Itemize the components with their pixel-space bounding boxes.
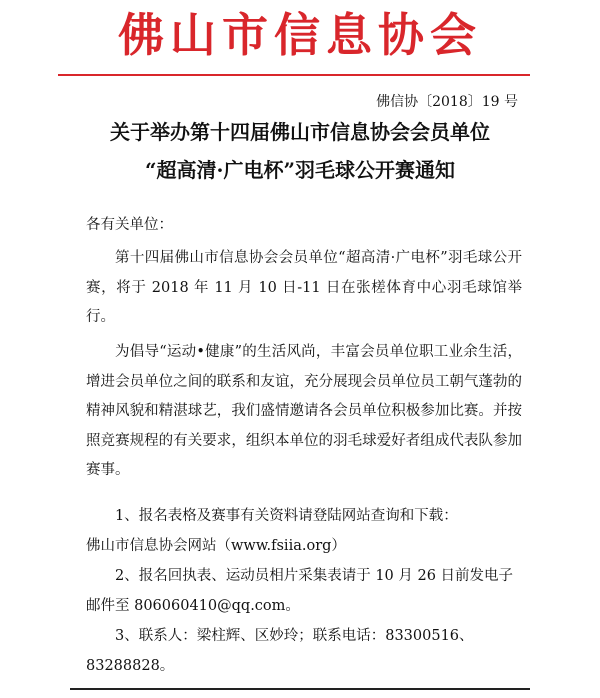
header-red-rule bbox=[58, 74, 530, 76]
item-contacts: 3、联系人：梁柱辉、区妙玲；联系电话：83300516、83288828。 bbox=[86, 628, 474, 674]
paragraph-event-info: 第十四届佛山市信息协会会员单位“超高清·广电杯”羽毛球公开赛，将于 2018 年 11 月 10 日-11 日在张槎体育中心羽毛球馆举行。 bbox=[86, 250, 522, 325]
organization-header: 佛山市信息协会 bbox=[118, 8, 482, 62]
item-website: 佛山市信息协会网站（www.fsiia.org） bbox=[86, 538, 346, 554]
item-email-submission: 2、报名回执表、运动员相片采集表请于 10 月 26 日前发电子邮件至 806060410@qq.com。 bbox=[86, 568, 514, 614]
notice-title-line-2: “超高清·广电杯”羽毛球公开赛通知 bbox=[145, 158, 455, 182]
document-number: 佛信协〔2018〕19 号 bbox=[376, 94, 518, 110]
notice-title-line-1: 关于举办第十四届佛山市信息协会会员单位 bbox=[110, 120, 490, 144]
paragraph-invitation: 为倡导“运动•健康”的生活风尚，丰富会员单位职工业余生活，增进会员单位之间的联系和友谊，充分展现会员单位员工朝气蓬勃的精神风貌和精湛球艺，我们盛情邀请各会员单位积极参加比赛。并按照竞赛规程的有关要求，组织本单位的羽毛球爱好者组成代表队参加赛事。 bbox=[86, 344, 522, 478]
salutation: 各有关单位： bbox=[86, 217, 173, 233]
item-registration-forms: 1、报名表格及赛事有关资料请登陆网站查询和下载： bbox=[115, 508, 458, 524]
footer-rule bbox=[70, 688, 530, 690]
